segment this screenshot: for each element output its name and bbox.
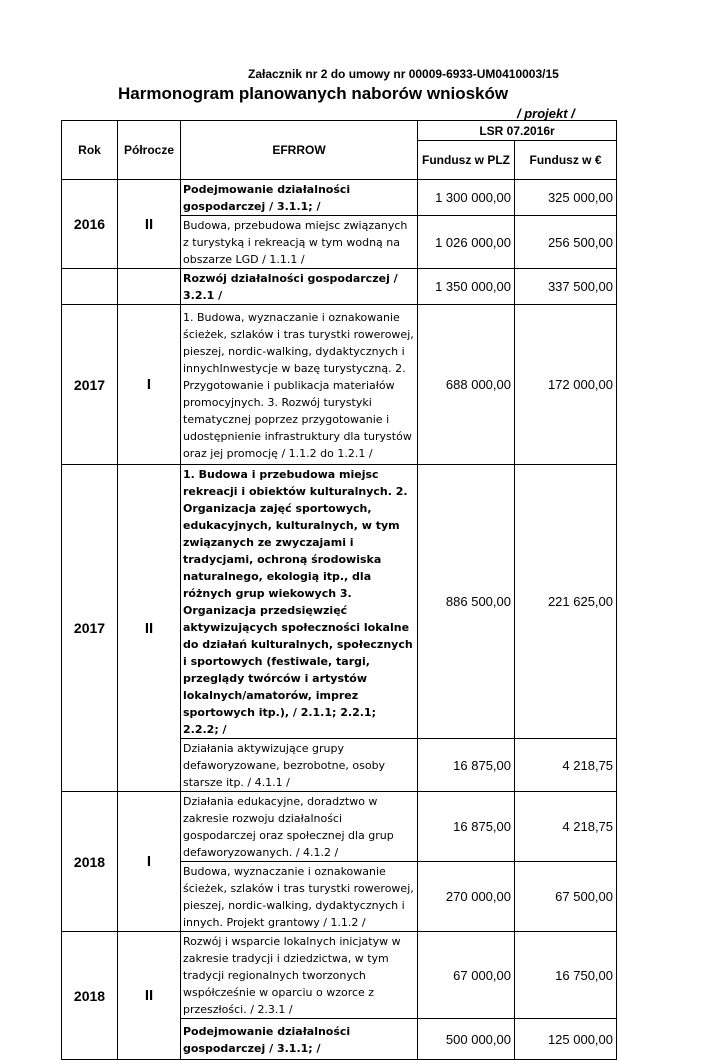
table-row <box>62 180 617 216</box>
year-cell: 2018 <box>62 932 118 1060</box>
fund-eur-cell: 325 000,00 <box>515 180 617 216</box>
page-title: Harmonogram planowanych naborów wniosków <box>118 84 509 103</box>
fund-eur-cell: 4 218,75 <box>515 739 617 792</box>
table-row <box>62 269 617 305</box>
header-lsr: LSR 07.2016r <box>418 121 617 141</box>
measure-description: Budowa, wyznaczanie i oznakowanie ścieżek, szlaków i tras turystki rowerowej, pieszej, nordic-walking, dydaktycznych i innych. Projekt grantowy / 1.1.2 / <box>181 862 418 932</box>
header-efrrow: EFRROW <box>181 121 418 180</box>
measure-description: Rozwój działalności gospodarczej / 3.2.1 / <box>181 269 418 305</box>
attachment-note: Załacznik nr 2 do umowy nr 00009-6933-UM0410003/15 <box>248 67 559 81</box>
fund-plz-cell: 67 000,00 <box>418 932 515 1019</box>
header-polrocze: Półrocze <box>118 121 181 180</box>
fund-plz-cell: 1 300 000,00 <box>418 180 515 216</box>
half-cell: I <box>118 792 181 932</box>
fund-eur-cell: 67 500,00 <box>515 862 617 932</box>
year-cell: 2017 <box>62 465 118 792</box>
fund-plz-cell: 16 875,00 <box>418 792 515 862</box>
fund-plz-cell: 688 000,00 <box>418 305 515 465</box>
half-cell: II <box>118 180 181 269</box>
measure-description: 1. Budowa, wyznaczanie i oznakowanie ścieżek, szlaków i tras turystki rowerowej, pieszej, nordic-walking, dydaktycznych i innychInwestycje w bazę turystyczną. 2. Przygotowanie i publikacja materiałów promocyjnych. 3. Rozwój turystyki tematycznej poprzez przygotowanie i udostępnienie infrastruktury dla turystów oraz jej promocję / 1.1.2 do 1.2.1 / <box>181 305 418 465</box>
table-row <box>62 792 617 862</box>
project-label: / projekt / <box>517 106 575 121</box>
measure-description: Podejmowanie działalności gospodarczej / 3.1.1; / <box>181 1019 418 1060</box>
header-fund-eur: Fundusz w € <box>515 141 617 180</box>
header-rok: Rok <box>62 121 118 180</box>
measure-description: Budowa, przebudowa miejsc związanych z turystyką i rekreacją w tym wodną na obszarze LGD / 1.1.1 / <box>181 216 418 269</box>
table-row <box>62 465 617 739</box>
measure-description: Działania aktywizujące grupy defaworyzowane, bezrobotne, osoby starsze itp. / 4.1.1 / <box>181 739 418 792</box>
year-cell: 2018 <box>62 792 118 932</box>
fund-plz-cell: 1 350 000,00 <box>418 269 515 305</box>
half-cell: II <box>118 465 181 792</box>
year-cell: 2016 <box>62 180 118 269</box>
fund-plz-cell: 1 026 000,00 <box>418 216 515 269</box>
half-cell: I <box>118 305 181 465</box>
schedule-table <box>61 120 617 1060</box>
header-fund-plz: Fundusz w PLZ <box>418 141 515 180</box>
table-row <box>62 305 617 465</box>
year-cell <box>62 269 118 305</box>
half-cell <box>118 269 181 305</box>
fund-eur-cell: 256 500,00 <box>515 216 617 269</box>
fund-plz-cell: 886 500,00 <box>418 465 515 739</box>
fund-plz-cell: 270 000,00 <box>418 862 515 932</box>
fund-plz-cell: 16 875,00 <box>418 739 515 792</box>
fund-eur-cell: 172 000,00 <box>515 305 617 465</box>
fund-eur-cell: 337 500,00 <box>515 269 617 305</box>
fund-plz-cell: 500 000,00 <box>418 1019 515 1060</box>
year-cell: 2017 <box>62 305 118 465</box>
fund-eur-cell: 221 625,00 <box>515 465 617 739</box>
table-row <box>62 932 617 1019</box>
measure-description: Rozwój i wsparcie lokalnych inicjatyw w zakresie tradycji i dziedzictwa, w tym tradycji regionalnych tworzonych współcześnie w oparciu o wzorce z przeszłości. / 2.3.1 / <box>181 932 418 1019</box>
measure-description: Podejmowanie działalności gospodarczej / 3.1.1; / <box>181 180 418 216</box>
measure-description: 1. Budowa i przebudowa miejsc rekreacji i obiektów kulturalnych. 2. Organizacja zajęć sportowych, edukacyjnych, kulturalnych, w tym związanych ze zwyczajami i tradycjami, ochroną środowiska naturalnego, ekologią itp., dla różnych grup wiekowych 3. Organizacja przedsięwzięć aktywizujących społeczności lokalne do działań kulturalnych, społecznych i sportowych (festiwale, targi, przeglądy twórców i artystów lokalnych/amatorów, imprez sportowych itp.), / 2.1.1; 2.2.1; 2.2.2; / <box>181 465 418 739</box>
fund-eur-cell: 4 218,75 <box>515 792 617 862</box>
fund-eur-cell: 16 750,00 <box>515 932 617 1019</box>
measure-description: Działania edukacyjne, doradztwo w zakresie rozwoju działalności gospodarczej oraz społecznej dla grup defaworyzowanych. / 4.1.2 / <box>181 792 418 862</box>
half-cell: II <box>118 932 181 1060</box>
fund-eur-cell: 125 000,00 <box>515 1019 617 1060</box>
